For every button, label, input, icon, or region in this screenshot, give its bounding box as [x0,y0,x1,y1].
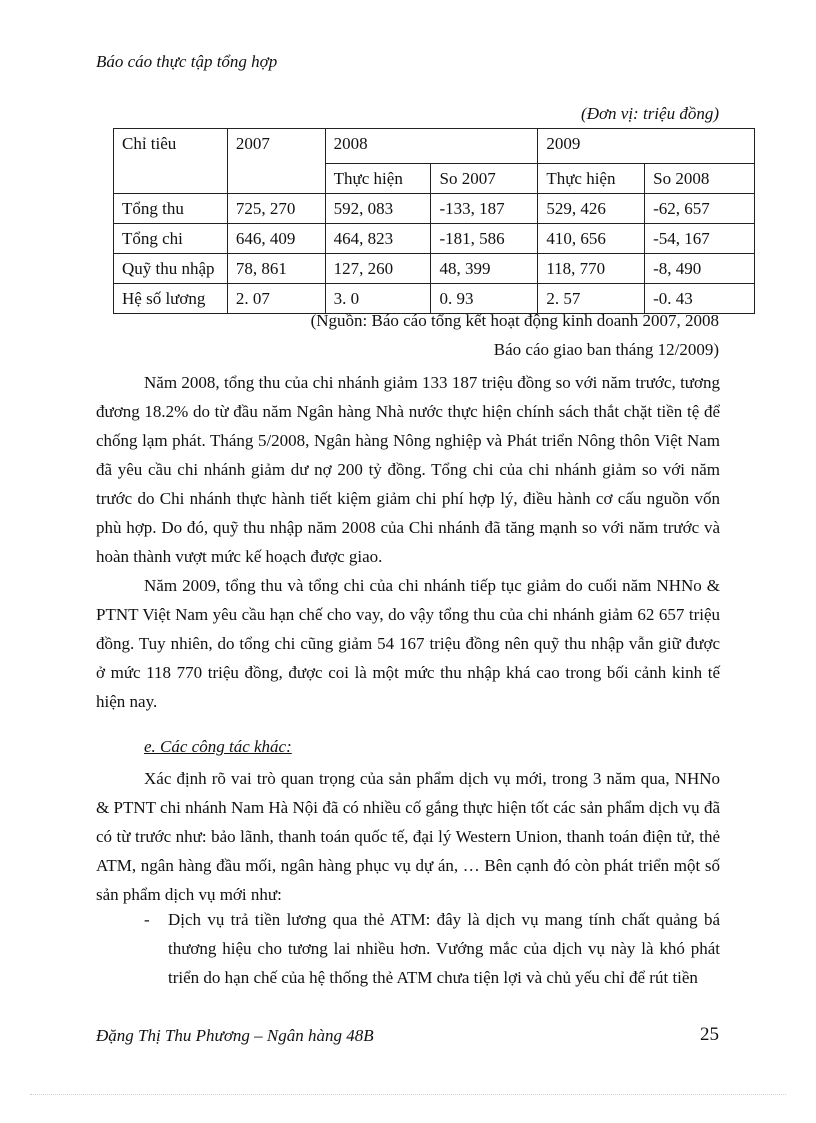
section-heading: e. Các công tác khác: [144,737,292,756]
page-footer: Đặng Thị Thu Phương – Ngân hàng 48B [96,1026,374,1045]
header-2009: 2009 [538,129,755,164]
table-cell: 3. 0 [325,284,431,314]
list-dash: - [144,910,150,929]
page-number: 25 [700,1024,719,1045]
section-paragraph: Xác định rõ vai trò quan trọng của sản phẩm dịch vụ mới, trong 3 năm qua, NHNo & PTNT chi nhánh Nam Hà Nội đã có nhiều cố gắng thực hiện tốt các sản phẩm dịch vụ đã có từ trước như: bảo lãnh, thanh toán quốc tế, đại lý Western Union, thanh toán điện tử, thẻ ATM, ngân hàng đầu mối, ngân hàng phục vụ dự án, … Bên cạnh đó còn phát triển một số sản phẩm dịch vụ mới như: [96,769,720,904]
page-bottom-rule [30,1094,786,1095]
table-cell: -54, 167 [645,224,755,254]
table-cell: 2. 57 [538,284,645,314]
table-cell: Hệ số lương [114,284,228,314]
financial-table [113,128,755,314]
header-indicator: Chỉ tiêu [114,129,228,194]
table-header-row [114,129,755,164]
table-cell: -0. 43 [645,284,755,314]
table-cell: 725, 270 [227,194,325,224]
source-line-1: (Nguồn: Báo cáo tổng kết hoạt động kinh doanh 2007, 2008 [310,311,719,330]
source-line-2: Báo cáo giao ban tháng 12/2009) [493,340,719,359]
paragraph-2008: Năm 2008, tổng thu của chi nhánh giảm 133 187 triệu đồng so với năm trước, tương đương 18.2% do từ đầu năm Ngân hàng Nhà nước thực hiện chính sách thắt chặt tiền tệ để chống lạm phát. Tháng 5/2008, Ngân hàng Nông nghiệp và Phát triển Nông thôn Việt Nam đã yêu cầu chi nhánh giảm dư nợ 200 tỷ đồng. Tổng chi của chi nhánh giảm so với năm trước do Chi nhánh thực hành tiết kiệm giảm chi phí hợp lý, điều hành cơ cấu nguồn vốn phù hợp. Do đó, quỹ thu nhập năm 2008 của Chi nhánh đã tăng mạnh so với năm trước và hoàn thành vượt mức kế hoạch được giao. [96,373,720,566]
table-cell: -62, 657 [645,194,755,224]
table-cell: Quỹ thu nhập [114,254,228,284]
subheader-actual-2008: Thực hiện [325,164,431,194]
table-cell: Tổng chi [114,224,228,254]
table-cell: 410, 656 [538,224,645,254]
table-cell: 646, 409 [227,224,325,254]
subheader-actual-2009: Thực hiện [538,164,645,194]
table-cell: 592, 083 [325,194,431,224]
table-row [114,254,755,284]
table-cell: 78, 861 [227,254,325,284]
table-cell: 118, 770 [538,254,645,284]
table-cell: 2. 07 [227,284,325,314]
table-cell: Tổng thu [114,194,228,224]
table-row [114,284,755,314]
table-cell: -8, 490 [645,254,755,284]
table-cell: 0. 93 [431,284,538,314]
header-2008: 2008 [325,129,538,164]
list-item-text: Dịch vụ trả tiền lương qua thẻ ATM: đây là dịch vụ mang tính chất quảng bá thương hiệu cho tương lai nhiều hơn. Vướng mắc của dịch vụ này là khó phát triển do hạn chế của hệ thống thẻ ATM chưa tiện lợi và chủ yếu chỉ để rút tiền [168,910,720,987]
unit-note: (Đơn vị: triệu đồng) [581,104,719,123]
table-row [114,194,755,224]
table-row [114,224,755,254]
subheader-compare-2008: So 2008 [645,164,755,194]
body-text [96,368,720,716]
table-cell: -133, 187 [431,194,538,224]
subheader-compare-2007: So 2007 [431,164,538,194]
table-cell: 529, 426 [538,194,645,224]
page-header: Báo cáo thực tập tổng hợp [96,52,278,71]
table-cell: 464, 823 [325,224,431,254]
table-cell: 127, 260 [325,254,431,284]
list-item [96,905,720,992]
header-2007: 2007 [227,129,325,194]
table-cell: -181, 586 [431,224,538,254]
paragraph-2009: Năm 2009, tổng thu và tổng chi của chi nhánh tiếp tục giảm do cuối năm NHNo & PTNT Việt Nam yêu cầu hạn chế cho vay, do vậy tổng thu của chi nhánh giảm 62 657 triệu đồng. Tuy nhiên, do tổng chi cũng giảm 54 167 triệu đồng nên quỹ thu nhập vẫn giữ được ở mức 118 770 triệu đồng, được coi là một mức thu nhập khá cao trong bối cảnh kinh tế hiện nay. [96,576,720,711]
section-body [96,764,720,909]
table-cell: 48, 399 [431,254,538,284]
